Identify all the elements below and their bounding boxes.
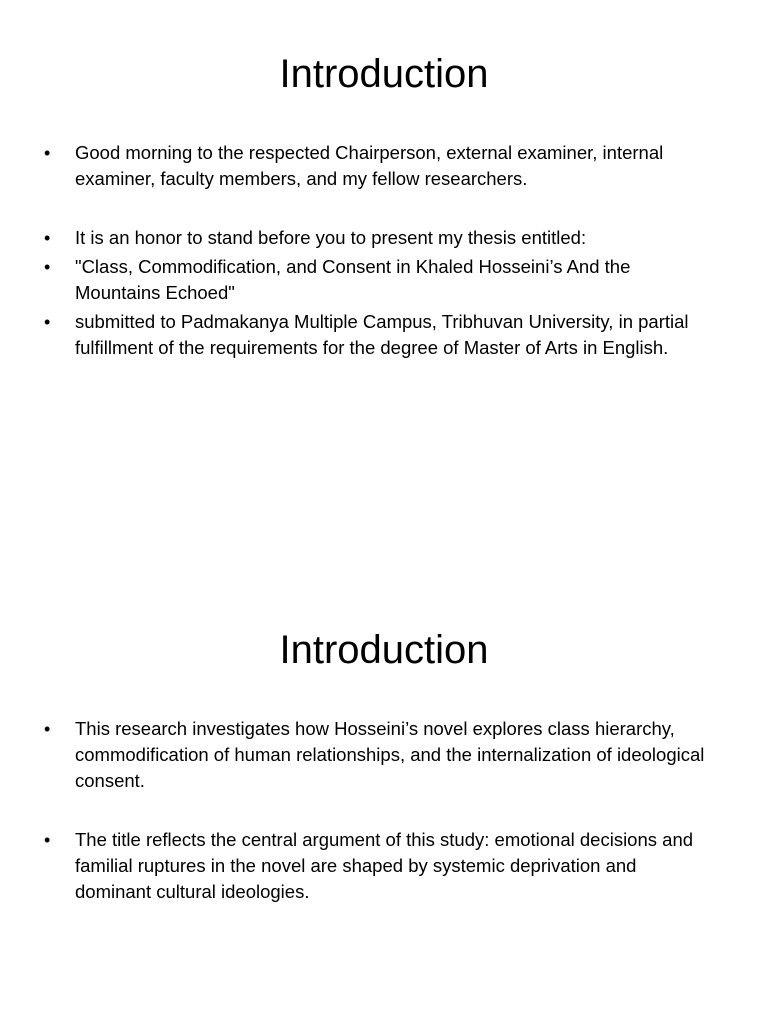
bullet-list (44, 716, 716, 905)
bullet-text: "Class, Commodification, and Consent in Khaled Hosseini’s And the Mountains Echoed" (75, 256, 631, 303)
slide-2 (0, 576, 768, 1024)
bullet-dot-icon: • (44, 143, 51, 163)
bullet-list (44, 140, 716, 361)
bullet-text: The title reflects the central argument of this study: emotional decisions and familial ruptures in the novel are shaped by systemic deprivation and dominant cultural ideologies. (75, 829, 694, 902)
bullet-text: Good morning to the respected Chairperson, external examiner, internal examiner, faculty members, and my fellow researchers. (75, 142, 664, 189)
bullet-dot-icon: • (44, 312, 51, 332)
bullet-text: submitted to Padmakanya Multiple Campus, Tribhuvan University, in partial fulfillment of the requirements for the degree of Master of Arts in English. (75, 311, 689, 358)
bullet-item (44, 716, 716, 794)
bullet-item (44, 254, 716, 306)
bullet-item (44, 140, 716, 192)
bullet-item (44, 309, 716, 361)
slide-title: Introduction (279, 628, 489, 672)
bullet-text: This research investigates how Hosseini’s novel explores class hierarchy, commodification of human relationships, and the internalization of ideological consent. (75, 718, 705, 791)
bullet-dot-icon: • (44, 830, 51, 850)
bullet-item (44, 225, 716, 251)
bullet-text: It is an honor to stand before you to present my thesis entitled: (75, 227, 587, 248)
slide-title: Introduction (279, 52, 489, 96)
bullet-dot-icon: • (44, 719, 51, 739)
bullet-dot-icon: • (44, 257, 51, 277)
bullet-item (44, 827, 716, 905)
bullet-dot-icon: • (44, 228, 51, 248)
